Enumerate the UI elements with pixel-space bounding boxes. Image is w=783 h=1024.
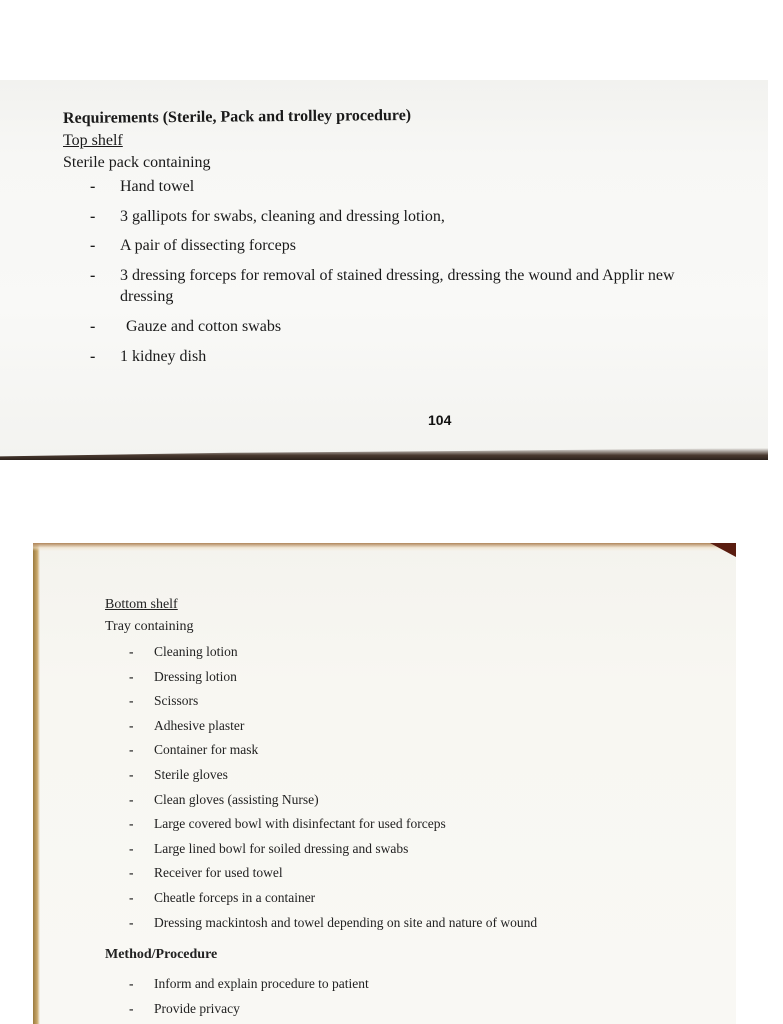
- page-number: 104: [428, 412, 452, 428]
- top-shelf-list: [63, 176, 783, 367]
- bullet-dash: -: [129, 1001, 134, 1017]
- list-item: [63, 176, 783, 198]
- list-item: [105, 689, 725, 714]
- bullet-dash: -: [129, 865, 134, 881]
- list-item-text: Gauze and cotton swabs: [126, 317, 282, 335]
- bullet-dash: -: [90, 317, 96, 335]
- list-item-text: Cleaning lotion: [154, 644, 238, 659]
- requirements-heading: Requirements (Sterile, Pack and trolley procedure): [62, 106, 412, 127]
- list-item: [105, 738, 725, 763]
- list-item: [105, 788, 725, 813]
- bullet-dash: -: [90, 207, 96, 225]
- bullet-dash: -: [129, 742, 134, 758]
- list-item: [105, 640, 725, 665]
- list-item-text: Scissors: [154, 693, 199, 709]
- sterile-pack-intro: Sterile pack containing: [63, 154, 211, 171]
- bullet-dash: -: [90, 266, 96, 284]
- list-item: [63, 265, 723, 308]
- method-heading: Method/Procedure: [105, 947, 218, 963]
- bullet-dash: -: [129, 914, 134, 930]
- list-item-text: Container for mask: [154, 742, 259, 758]
- list-item-text: 3 gallipots for swabs, cleaning and dressing lotion,: [120, 207, 445, 225]
- bottom-page-photo: [33, 543, 736, 1024]
- list-item: [105, 971, 725, 996]
- list-item: [105, 996, 725, 1017]
- bullet-dash: -: [129, 840, 134, 856]
- page-edge-shadow: [0, 448, 768, 460]
- list-item-text: 1 kidney dish: [120, 347, 207, 365]
- list-item-text: Dressing mackintosh and towel depending on site and nature of wound: [154, 914, 538, 930]
- bottom-shelf-list: [105, 640, 725, 935]
- bullet-dash: -: [129, 766, 134, 782]
- bullet-dash: -: [90, 178, 96, 195]
- bullet-dash: -: [129, 816, 134, 832]
- list-item-text: Large covered bowl with disinfectant for used forceps: [154, 816, 446, 832]
- bullet-dash: -: [129, 791, 134, 807]
- list-item-text: Inform and explain procedure to patient: [154, 976, 369, 992]
- list-item: [105, 886, 725, 911]
- top-page-content: [62, 106, 783, 375]
- list-item: [105, 837, 725, 862]
- list-item: [63, 206, 783, 228]
- list-item: [105, 665, 725, 690]
- list-item-text: Adhesive plaster: [154, 717, 245, 733]
- page-binding-edge: [33, 543, 40, 1024]
- bullet-dash: -: [129, 717, 134, 733]
- tray-intro: Tray containing: [105, 619, 194, 634]
- list-item: [105, 911, 725, 936]
- list-item-text: 3 dressing forceps for removal of stained dressing, dressing the wound and Applir new dressing: [120, 266, 675, 306]
- list-item-text: Clean gloves (assisting Nurse): [154, 791, 319, 807]
- bullet-dash: -: [129, 889, 134, 905]
- list-item-text: Provide privacy: [154, 1001, 240, 1017]
- list-item-text: Large lined bowl for soiled dressing and swabs: [154, 840, 409, 856]
- list-item-text: A pair of dissecting forceps: [120, 237, 296, 255]
- list-item: [105, 714, 725, 739]
- page-top-edge: [33, 543, 736, 551]
- bullet-dash: -: [90, 347, 96, 365]
- list-item: [105, 861, 725, 886]
- list-item-text: Cheatle forceps in a container: [154, 889, 316, 905]
- bullet-dash: -: [129, 644, 134, 659]
- bullet-dash: -: [129, 668, 134, 684]
- top-page-photo: [0, 80, 768, 460]
- bullet-dash: -: [129, 976, 134, 992]
- bullet-dash: -: [129, 693, 134, 709]
- list-item: [105, 812, 725, 837]
- list-item: [105, 763, 725, 788]
- bullet-dash: -: [90, 237, 96, 255]
- list-item-text: Receiver for used towel: [154, 865, 283, 881]
- list-item: [63, 346, 783, 368]
- list-item: [63, 235, 783, 257]
- list-item-text: Sterile gloves: [154, 766, 228, 782]
- list-item-text: Dressing lotion: [154, 668, 237, 684]
- list-item: [63, 316, 783, 338]
- bottom-page-content: [105, 597, 725, 1017]
- list-item-text: Hand towel: [120, 178, 195, 195]
- top-shelf-label: Top shelf: [63, 132, 123, 149]
- method-list: [105, 971, 725, 1017]
- bottom-shelf-label: Bottom shelf: [105, 597, 178, 612]
